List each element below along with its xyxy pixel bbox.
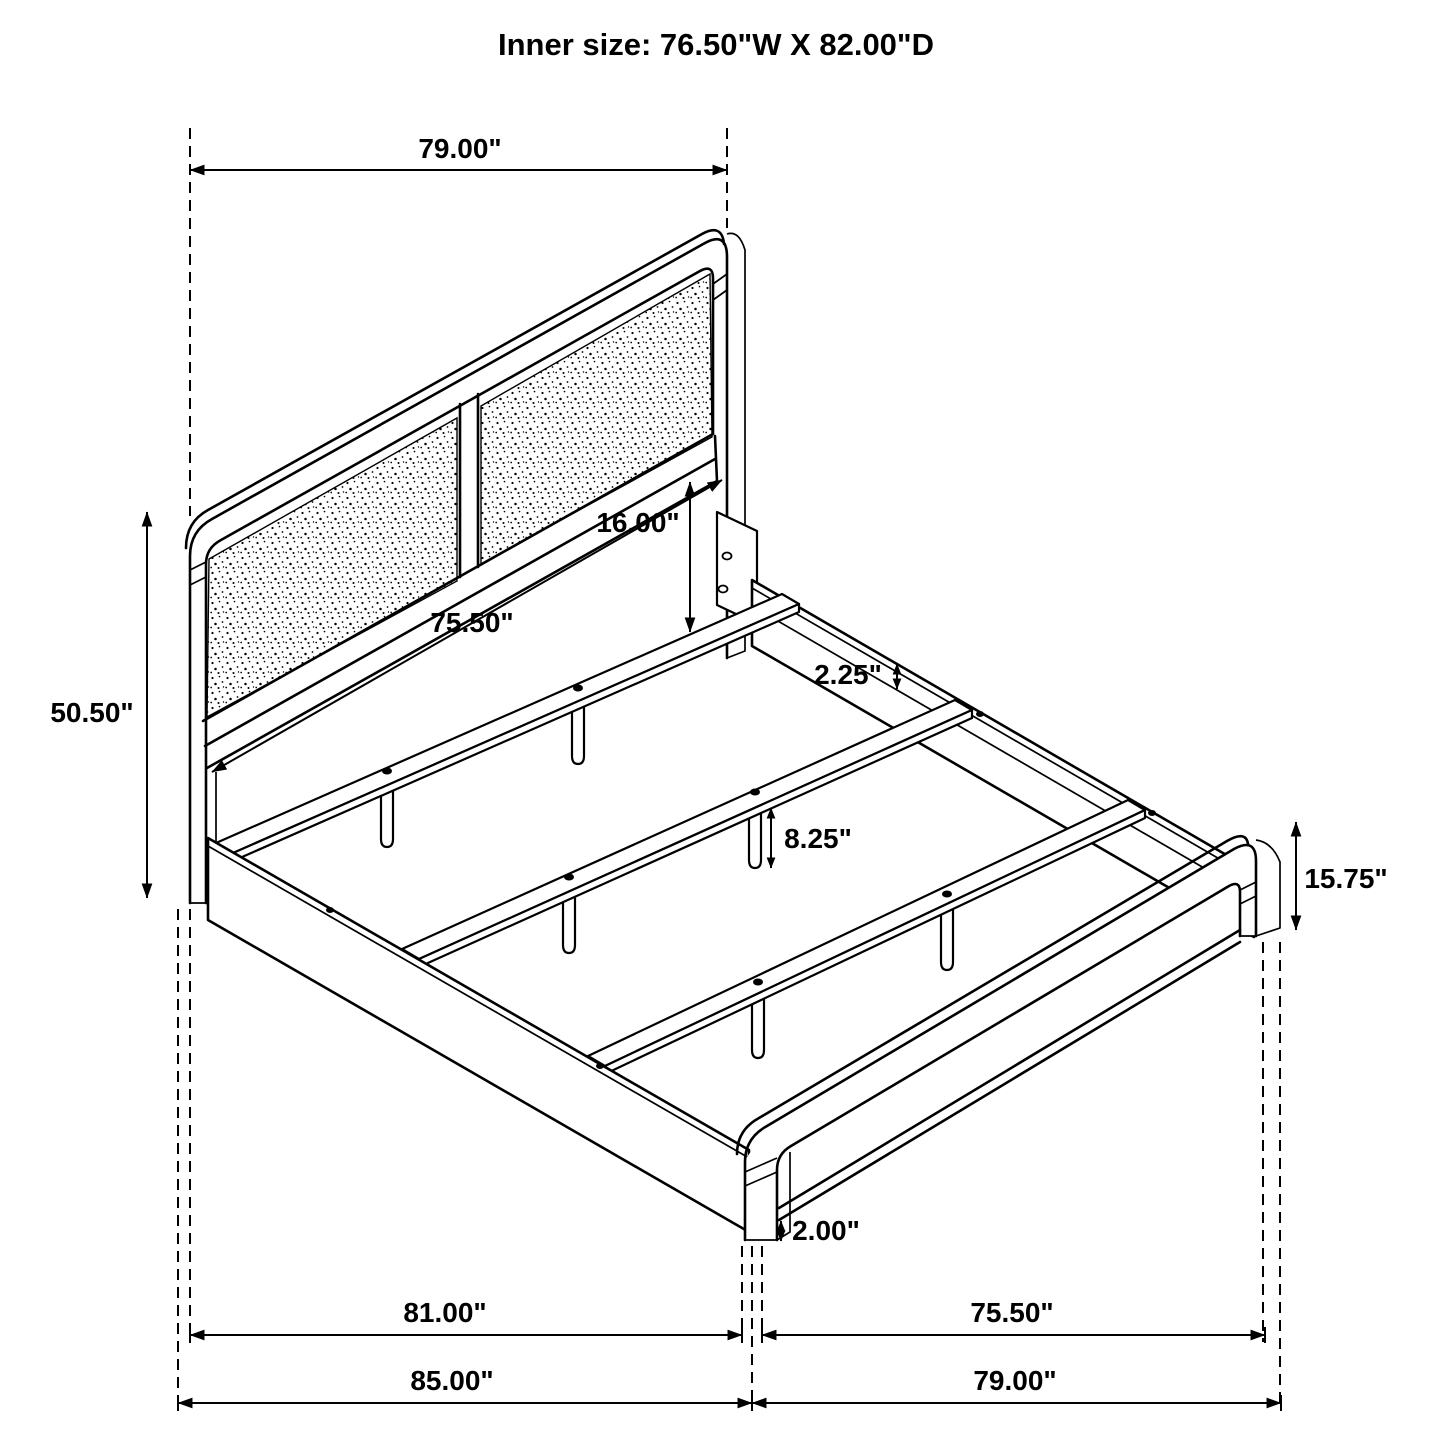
slat-screw <box>564 874 574 881</box>
dim-label-footboard-gap: 2.00" <box>792 1215 860 1246</box>
headboard <box>186 230 757 903</box>
diagram-title: Inner size: 76.50"W X 82.00"D <box>497 27 935 62</box>
slat-screw <box>382 768 392 775</box>
dimension-lines <box>147 170 1296 1411</box>
slat-leg <box>752 996 764 1058</box>
dim-label-headboard-width: 79.00" <box>418 133 502 164</box>
dim-label-rail-lip: 2.25" <box>814 659 882 690</box>
dim-label-overall-length: 85.00" <box>410 1365 494 1396</box>
dim-label-footboard-inner-width: 75.50" <box>970 1297 1054 1328</box>
rail-screw <box>1148 810 1156 816</box>
slat-screw <box>942 891 952 898</box>
dimension-ticks <box>178 1327 1281 1411</box>
dim-label-headboard-panel-width: 75.50" <box>430 607 514 638</box>
headboard-center-stile <box>460 394 478 577</box>
side-rail-left-lip <box>208 846 749 1158</box>
rail-screw <box>976 711 984 717</box>
bracket-screw-top <box>723 553 732 560</box>
dim-label-headboard-height: 50.50" <box>50 697 134 728</box>
bracket-screw-bottom <box>719 586 728 593</box>
footboard-silhouette <box>745 838 1256 1240</box>
slat-leg <box>941 908 953 970</box>
rail-screw <box>326 907 334 913</box>
dim-label-inner-length: 81.00" <box>403 1297 487 1328</box>
slat-screw <box>750 789 760 796</box>
dim-label-footboard-height: 15.75" <box>1304 863 1388 894</box>
dim-label-rail-drop: 16.00" <box>596 507 680 538</box>
dim-label-support-leg: 8.25" <box>784 823 852 854</box>
slat-screw <box>753 979 763 986</box>
footboard <box>737 836 1280 1240</box>
headboard-panel-left <box>207 418 457 717</box>
dim-label-footboard-width: 79.00" <box>973 1365 1057 1396</box>
rail-screw <box>596 1063 604 1069</box>
slat-screw <box>573 685 583 692</box>
